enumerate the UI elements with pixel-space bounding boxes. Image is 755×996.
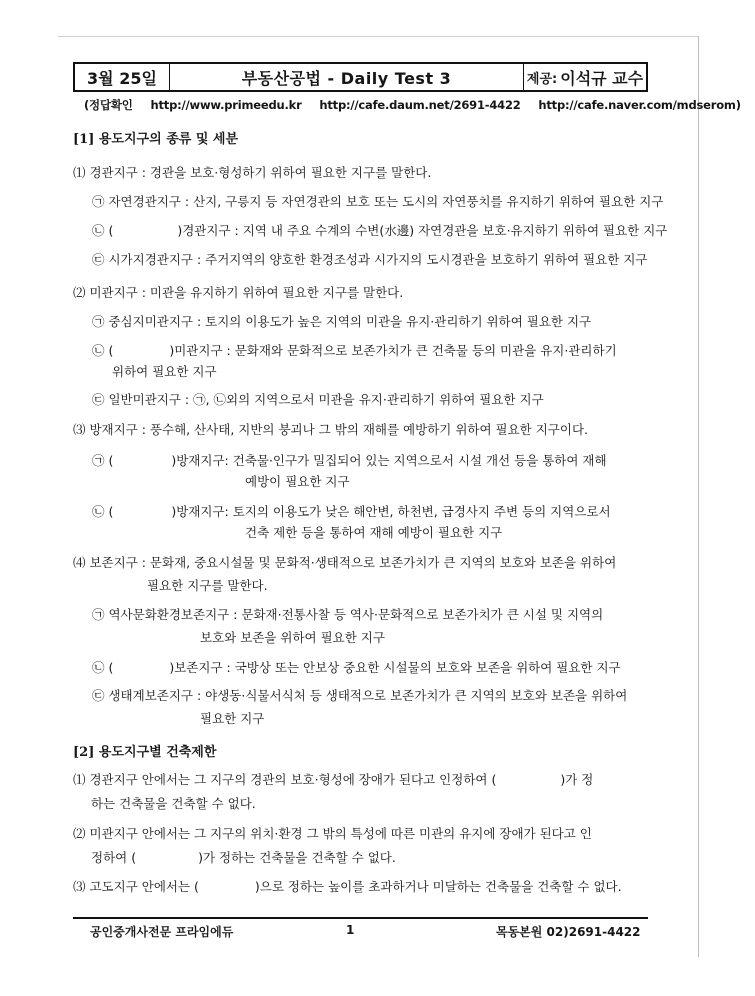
section2-title: [2] 용도지구별 건축제한 [73, 745, 217, 760]
item-3a-suffix: )방재지구: 건축물·인구가 밀집되어 있는 지역으로서 시설 개선 등을 통하여 재해 [171, 453, 607, 468]
item-2b-continued: 위하여 필요한 지구 [112, 364, 217, 379]
section1-title: [1] 용도지구의 종류 및 세분 [73, 132, 239, 147]
item-2b [92, 341, 617, 359]
footer-left: 공인중개사전문 프라임에듀 [90, 925, 234, 939]
header-date: 3월 25일 [75, 64, 170, 90]
question-2-continued [91, 848, 396, 866]
item-4-continued: 필요한 지구를 말한다. [147, 578, 268, 593]
header-title: 부동산공법 - Daily Test 3 [241, 68, 452, 88]
question-2-prefix: 정하여 ( [91, 850, 137, 865]
header-author [523, 64, 646, 90]
question-3-suffix: )으로 정하는 높이를 초과하거나 미달하는 건축물을 건축할 수 없다. [254, 879, 622, 894]
item-3a-continued: 예방이 필요한 지구 [245, 474, 350, 489]
footer-rule [73, 917, 648, 919]
item-2a: ㉠ 중심지미관지구 : 토지의 이용도가 높은 지역의 미관을 유지·관리하기 위하여 필요한 지구 [92, 314, 592, 329]
item-3b-continued: 건축 제한 등을 통하여 재해 예방이 필요한 지구 [245, 525, 503, 540]
footer-page-number: 1 [346, 923, 355, 937]
question-1-prefix: ⑴ 경관지구 안에서는 그 지구의 경관의 보호·형성에 장애가 된다고 인정하여 ( [73, 772, 497, 787]
url-naver-cafe[interactable]: http://cafe.naver.com/mdserom) [538, 98, 741, 112]
urls-label: (정답확인 [84, 98, 133, 112]
header-box [73, 62, 648, 92]
question-1-suffix: )가 정 [560, 772, 594, 787]
item-4b [92, 658, 621, 676]
item-1b-suffix: )경관지구 : 지역 내 주요 수계의 수변(水邊) 자연경관을 보호·유지하기 위하여 필요한 지구 [177, 223, 668, 238]
author-label: 제공: [526, 71, 558, 87]
question-3-prefix: ⑶ 고도지구 안에서는 ( [73, 879, 199, 894]
item-4b-suffix: )보존지구 : 국방상 또는 안보상 중요한 시설물의 보호와 보존을 위하여 필요한 지구 [169, 660, 621, 675]
item-3b [92, 502, 611, 520]
item-4c: ㉢ 생태계보존지구 : 야생동·식물서식처 등 생태적으로 보존가치가 큰 지역의 보호와 보존을 위하여 [92, 688, 628, 703]
item-4a-continued: 보호와 보존을 위하여 필요한 지구 [200, 630, 385, 645]
question-1-continued: 하는 건축물을 건축할 수 없다. [91, 796, 256, 811]
question-2: ⑵ 미관지구 안에서는 그 지구의 위치·환경 그 밖의 특성에 따른 미관의 유지에 장애가 된다고 인 [73, 826, 592, 841]
item-4c-continued: 필요한 지구 [200, 711, 265, 726]
url-daum-cafe[interactable]: http://cafe.daum.net/2691-4422 [319, 98, 521, 112]
item-3b-suffix: )방재지구: 토지의 이용도가 낮은 해안변, 하천변, 급경사지 주변 등의 지역으로서 [171, 504, 611, 519]
question-3 [73, 877, 622, 895]
question-1 [73, 770, 593, 788]
item-1: ⑴ 경관지구 : 경관을 보호·형성하기 위하여 필요한 지구를 말한다. [73, 165, 432, 180]
url-primeedu[interactable]: http://www.primeedu.kr [150, 98, 302, 112]
footer-right: 목동본원 02)2691-4422 [496, 925, 641, 939]
item-4: ⑷ 보존지구 : 문화재, 중요시설물 및 문화적·생태적으로 보존가치가 큰 지역의 보호와 보존을 위하여 [73, 555, 617, 570]
item-1a: ㉠ 자연경관지구 : 산지, 구릉지 등 자연경관의 보호 또는 도시의 자연풍치를 유지하기 위하여 필요한 지구 [92, 194, 664, 209]
item-3: ⑶ 방재지구 : 풍수해, 산사태, 지반의 붕괴나 그 밖의 재해를 예방하기 위하여 필요한 지구이다. [73, 422, 588, 437]
item-1b-prefix: ㉡ ( [92, 223, 114, 238]
item-4a: ㉠ 역사문화환경보존지구 : 문화재·전통사찰 등 역사·문화적으로 보존가치가 큰 시설 및 지역의 [92, 607, 604, 622]
item-1b [92, 221, 667, 239]
item-2b-prefix: ㉡ ( [92, 343, 114, 358]
answer-urls [84, 97, 755, 113]
item-4b-prefix: ㉡ ( [92, 660, 114, 675]
item-3a-prefix: ㉠ ( [92, 453, 114, 468]
item-2c: ㉢ 일반미관지구 : ㉠, ㉡외의 지역으로서 미관을 유지·관리하기 위하여 필요한 지구 [92, 392, 544, 407]
item-3a [92, 451, 607, 469]
question-2-suffix: )가 정하는 건축물을 건축할 수 없다. [198, 850, 396, 865]
item-2: ⑵ 미관지구 : 미관을 유지하기 위하여 필요한 지구를 말한다. [73, 285, 404, 300]
author-name: 이석규 교수 [560, 68, 644, 88]
item-3b-prefix: ㉡ ( [92, 504, 114, 519]
item-1c: ㉢ 시가지경관지구 : 주거지역의 양호한 환경조성과 시가지의 도시경관을 보호하기 위하여 필요한 지구 [92, 252, 648, 267]
item-2b-suffix: )미관지구 : 문화재와 문화적으로 보존가치가 큰 건축물 등의 미관을 유지·관리하기 [169, 343, 617, 358]
